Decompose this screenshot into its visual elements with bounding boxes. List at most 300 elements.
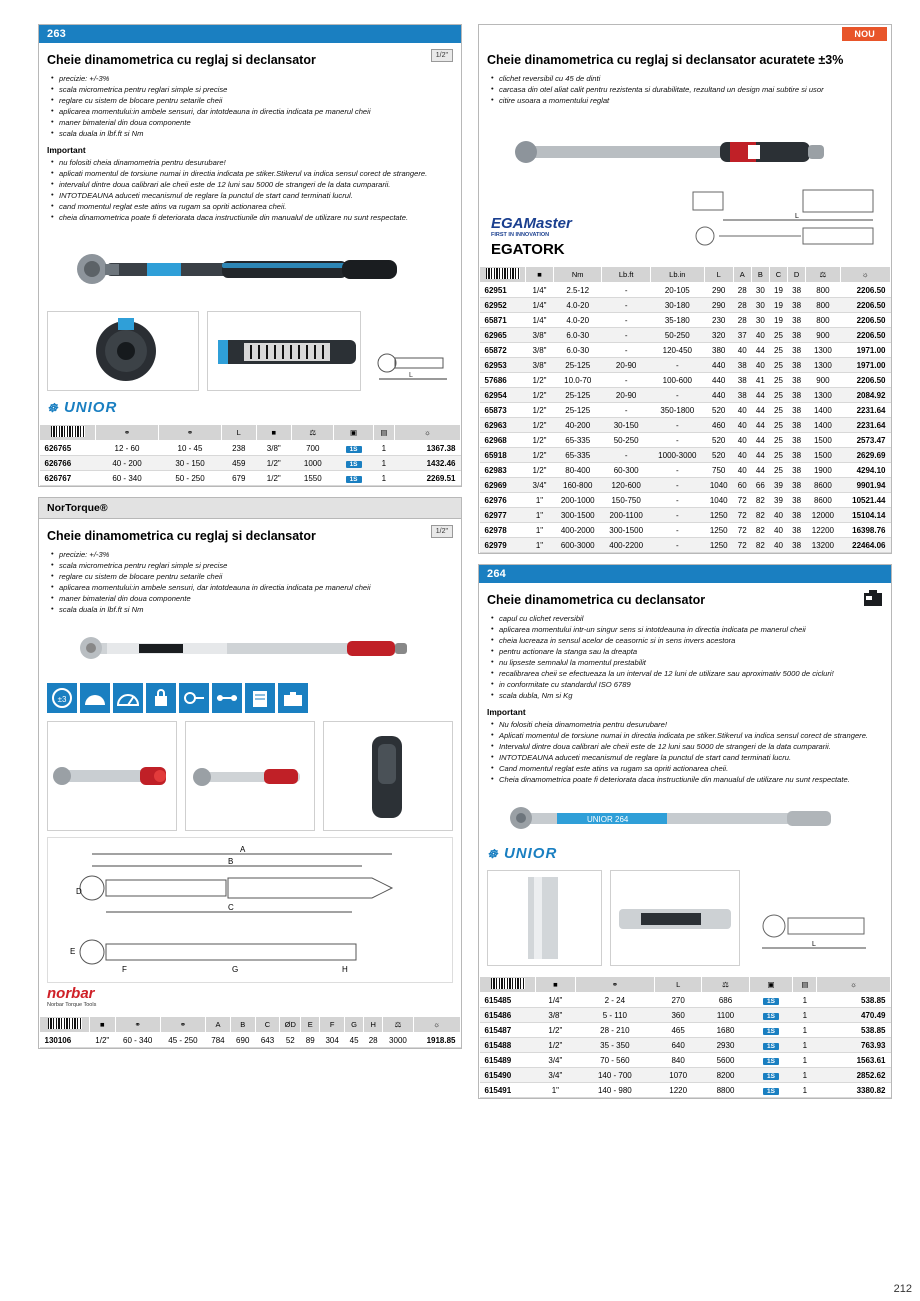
cell-weight: 8200 [702, 1068, 749, 1083]
cell-length: 360 [654, 1008, 701, 1023]
list-item: • Aplicati momentul de torsiune numai in directia indicata pe stiker.Stikerul va indica sensul corect de strangere. [491, 730, 883, 741]
ratchet-icon [212, 683, 242, 713]
table-row [40, 456, 461, 471]
cell-weight: 800 [806, 313, 840, 328]
cell-code: 62963 [480, 418, 526, 433]
cell-lbft: - [602, 283, 650, 298]
table-header-row [480, 267, 891, 283]
cell-price: 9901.94 [840, 478, 890, 493]
cell-price: 2231.64 [840, 418, 890, 433]
page-title: Cheie dinamometrica cu declansator [487, 593, 706, 607]
cell-weight: 8800 [702, 1083, 749, 1098]
list-item: • aplicarea momentului:in ambele sensuri, dar intotdeauna in directia indicata pe manerul cheii [51, 106, 453, 117]
cell-weight: 1500 [806, 448, 840, 463]
cell-weight: 13200 [806, 538, 840, 553]
cell-nm: 400-2000 [554, 523, 602, 538]
cell-b: 82 [751, 493, 769, 508]
product-photo-main [47, 625, 453, 675]
cell-square: 1" [526, 538, 554, 553]
cell-weight: 1500 [806, 433, 840, 448]
cell-code: 62952 [480, 298, 526, 313]
brand-logo-unior: ☸ UNIOR [487, 845, 558, 862]
cell-square: 3/4" [536, 1053, 576, 1068]
list-item: • cheia dinamometrica poate fi deteriorata daca instructiunile din manualul de utilizare nu sunt respectate. [51, 212, 453, 223]
cell-f: 304 [320, 1033, 345, 1048]
table-row [480, 328, 891, 343]
product-photo-1 [47, 721, 177, 831]
cell-price: 1971.00 [840, 358, 890, 373]
table-row [480, 1083, 891, 1098]
cell-length: 520 [704, 433, 733, 448]
list-item: • recalibrarea cheii se efectueaza la un interval de 12 luni de utilizare sau aproximativ 5000 de cicluri! [491, 668, 883, 679]
th-c: C [255, 1017, 280, 1033]
gauge-icon [80, 683, 110, 713]
cell-lbin: 1000-3000 [650, 448, 704, 463]
cell-c: 25 [769, 388, 787, 403]
cell-range: 70 - 560 [575, 1053, 654, 1068]
cell-tag: 1S [749, 1083, 793, 1098]
cell-weight: 1400 [806, 418, 840, 433]
cell-price: 2852.62 [817, 1068, 891, 1083]
brand-subtitle: FIRST IN INNOVATION [491, 232, 550, 238]
th-square: ■ [536, 977, 576, 993]
cell-code: 615491 [480, 1083, 536, 1098]
product-photo-handle [487, 870, 602, 966]
cell-lbft: 20-90 [602, 358, 650, 373]
spec-table-egatork [479, 266, 891, 553]
cell-lbft: 20-90 [602, 388, 650, 403]
cell-weight: 1300 [806, 343, 840, 358]
cell-d: 38 [788, 538, 806, 553]
cell-price: 1432.46 [395, 456, 461, 471]
cell-c: 25 [769, 463, 787, 478]
th-g: G [345, 1017, 364, 1033]
cell-code: 615485 [480, 993, 536, 1008]
th-f: F [320, 1017, 345, 1033]
brand-logo-egamaster: EGAMaster [491, 215, 572, 232]
th-lbft: Lb.ft [602, 267, 650, 283]
cell-d: 38 [788, 463, 806, 478]
cell-length: 380 [704, 343, 733, 358]
cell-lbin: 30-180 [650, 298, 704, 313]
list-item: • maner bimaterial din doua componente [51, 593, 453, 604]
product-block-nou [478, 24, 892, 554]
th-d: D [788, 267, 806, 283]
cell-c: 25 [769, 403, 787, 418]
list-item: • Intervalul dintre doua calibrari ale cheii este de 12 luni sau 5000 de strangeri de la data cumpararii. [491, 741, 883, 752]
cell-code: 615489 [480, 1053, 536, 1068]
cell-qty: 1 [793, 1083, 817, 1098]
list-item: • pentru actionare la stanga sau la dreapta [491, 646, 883, 657]
th-barcode [40, 425, 96, 441]
cell-lbin: - [650, 463, 704, 478]
cell-lbin: - [650, 433, 704, 448]
cell-lbin: 35-180 [650, 313, 704, 328]
cell-nm: 160-800 [554, 478, 602, 493]
cell-code: 62968 [480, 433, 526, 448]
cell-square: 1/2" [526, 373, 554, 388]
cell-nm: 6.0-30 [554, 343, 602, 358]
cell-g: 45 [345, 1033, 364, 1048]
list-item: • capul cu clichet reversibil [491, 613, 883, 624]
important-list [491, 719, 883, 785]
th-square: ■ [526, 267, 554, 283]
case-icon [863, 589, 883, 609]
list-item: • scala duala in lbf.ft si Nm [51, 604, 453, 615]
cell-code: 57686 [480, 373, 526, 388]
th-weight: ⚖ [383, 1017, 413, 1033]
cell-tag: 1S [334, 441, 373, 456]
cell-qty: 1 [793, 1008, 817, 1023]
cell-length: 270 [654, 993, 701, 1008]
cell-weight: 5600 [702, 1053, 749, 1068]
cell-nm: 4.0-20 [554, 313, 602, 328]
list-item: • precizie: +/-3% [51, 549, 453, 560]
cell-price: 3380.82 [817, 1083, 891, 1098]
svg-text:A: A [240, 845, 246, 854]
cell-length: 440 [704, 388, 733, 403]
cell-b: 44 [751, 433, 769, 448]
cell-d: 38 [788, 373, 806, 388]
cell-code: 62978 [480, 523, 526, 538]
cell-a: 40 [733, 433, 751, 448]
cell-b: 44 [751, 343, 769, 358]
cell-tag: 1S [749, 1038, 793, 1053]
cell-c: 40 [769, 523, 787, 538]
cell-b: 44 [751, 418, 769, 433]
th-qty: ▤ [373, 425, 395, 441]
table-row [480, 283, 891, 298]
cell-a: 40 [733, 448, 751, 463]
svg-text:B: B [228, 857, 234, 866]
product-block-nortorque [38, 497, 462, 1049]
scale-icon [113, 683, 143, 713]
cell-b: 30 [751, 283, 769, 298]
cell-c: 25 [769, 448, 787, 463]
cell-weight: 686 [702, 993, 749, 1008]
cell-length: 230 [704, 313, 733, 328]
cell-square: 1" [526, 508, 554, 523]
cell-price: 2573.47 [840, 433, 890, 448]
cell-code: 130106 [40, 1033, 90, 1048]
cell-nm: 65-335 [554, 433, 602, 448]
cell-nm: 200-1000 [554, 493, 602, 508]
cell-square: 1/2" [526, 418, 554, 433]
accuracy-icon [47, 683, 77, 713]
cell-lbin: 20-105 [650, 283, 704, 298]
cell-square: 3/8" [526, 358, 554, 373]
cell-qty: 1 [793, 993, 817, 1008]
bidirectional-icon [179, 683, 209, 713]
th-b: B [230, 1017, 255, 1033]
table-row [480, 358, 891, 373]
list-item: • Nu folositi cheia dinamometria pentru desurubare! [491, 719, 883, 730]
table-row [480, 478, 891, 493]
table-row [480, 1038, 891, 1053]
cell-nm: 65-335 [554, 448, 602, 463]
cell-d: 38 [788, 493, 806, 508]
feature-list [51, 73, 453, 139]
list-item: • cheia lucreaza in sensul acelor de ceasornic si in sens invers acestora [491, 635, 883, 646]
th-nm: ⚭ [115, 1017, 160, 1033]
cell-code: 615490 [480, 1068, 536, 1083]
cell-length: 440 [704, 358, 733, 373]
cell-length: 1250 [704, 523, 733, 538]
cell-length: 679 [222, 471, 257, 486]
cell-d: 38 [788, 508, 806, 523]
list-item: • Cheia dinamometrica poate fi deteriorata daca instructiunile din manualul de utilizare nu sunt respectate. [491, 774, 883, 785]
cell-price: 2206.50 [840, 283, 890, 298]
cell-code: 62954 [480, 388, 526, 403]
list-item: • scala dubla, Nm si Kg [491, 690, 883, 701]
status-badge: NOU [842, 27, 887, 41]
table-row [480, 373, 891, 388]
cell-a: 38 [733, 358, 751, 373]
cell-square: 1/2" [256, 456, 292, 471]
product-photo-scale [610, 870, 740, 966]
brand-subtitle: Norbar Torque Tools [47, 1002, 97, 1008]
list-item: • maner bimaterial din doua componente [51, 117, 453, 128]
photo-row [487, 870, 883, 968]
cell-weight: 800 [806, 298, 840, 313]
th-l: L [704, 267, 733, 283]
cell-square: 3/8" [526, 328, 554, 343]
cell-lbin: 350-1800 [650, 403, 704, 418]
cell-price: 16398.76 [840, 523, 890, 538]
th-weight: ⚖ [806, 267, 840, 283]
cell-d: 38 [788, 343, 806, 358]
block-number-264: 264 [478, 564, 892, 583]
th-price: ☼ [413, 1017, 460, 1033]
svg-text:H: H [342, 965, 348, 974]
list-item: • reglare cu sistem de blocare pentru setarile cheii [51, 571, 453, 582]
cell-code: 62983 [480, 463, 526, 478]
list-item: • reglare cu sistem de blocare pentru setarile cheii [51, 95, 453, 106]
cell-square: 1/2" [536, 1023, 576, 1038]
cell-d: 38 [788, 448, 806, 463]
cell-lbin: - [650, 538, 704, 553]
cell-a: 784 [206, 1033, 231, 1048]
brand-logo-egatork: EGATORK [491, 241, 565, 258]
cell-nm: 12 - 60 [96, 441, 159, 456]
cell-a: 28 [733, 283, 751, 298]
cell-b: 30 [751, 313, 769, 328]
cell-d: 38 [788, 433, 806, 448]
cell-nm: 25-125 [554, 403, 602, 418]
page-title: Cheie dinamometrica cu reglaj si declansator [47, 529, 316, 543]
cell-d: 38 [788, 313, 806, 328]
cell-length: 290 [704, 298, 733, 313]
th-square: ■ [256, 425, 292, 441]
cell-code: 626767 [40, 471, 96, 486]
th-qty: ▤ [793, 977, 817, 993]
cell-price: 1971.00 [840, 343, 890, 358]
table-row [480, 313, 891, 328]
cell-b: 44 [751, 463, 769, 478]
cell-lbft: - [602, 343, 650, 358]
cell-lbft: 45 - 250 [160, 1033, 205, 1048]
table-row [480, 463, 891, 478]
th-price: ☼ [840, 267, 890, 283]
cell-tag: 1S [749, 1053, 793, 1068]
cell-lbin: - [650, 478, 704, 493]
cell-code: 62977 [480, 508, 526, 523]
cell-d: 38 [788, 328, 806, 343]
cell-square: 1/4" [526, 298, 554, 313]
cell-tag: 1S [749, 993, 793, 1008]
cell-price: 763.93 [817, 1038, 891, 1053]
cell-range: 2 - 24 [575, 993, 654, 1008]
cell-weight: 12000 [806, 508, 840, 523]
cell-a: 40 [733, 343, 751, 358]
important-label: Important [487, 707, 526, 717]
th-price: ☼ [817, 977, 891, 993]
cell-lbin: - [650, 358, 704, 373]
cell-nm: 25-125 [554, 358, 602, 373]
cell-nm: 25-125 [554, 388, 602, 403]
cell-square: 1/2" [526, 433, 554, 448]
cell-code: 626766 [40, 456, 96, 471]
th-pack: ▣ [749, 977, 793, 993]
cell-nm: 60 - 340 [96, 471, 159, 486]
cell-weight: 700 [292, 441, 334, 456]
cell-price: 470.49 [817, 1008, 891, 1023]
list-item: • carcasa din otel aliat calit pentru rezistenta si durabilitate, rezultand un design mai subtire si usor [491, 84, 883, 95]
cell-lbft: 150-750 [602, 493, 650, 508]
product-photo-main [487, 795, 883, 843]
cell-square: 1/2" [526, 388, 554, 403]
th-h: H [364, 1017, 383, 1033]
cell-c: 643 [255, 1033, 280, 1048]
th-length: L [222, 425, 257, 441]
cell-length: 1250 [704, 538, 733, 553]
cell-tag: 1S [749, 1068, 793, 1083]
page-title: Cheie dinamometrica cu reglaj si declansator acuratete ±3% [487, 53, 844, 67]
cell-d: 38 [788, 403, 806, 418]
product-photo-main [47, 233, 453, 303]
th-e: E [301, 1017, 320, 1033]
table-header-row [40, 1017, 461, 1033]
important-list [51, 157, 453, 223]
cell-tag: 1S [749, 1023, 793, 1038]
cell-code: 62969 [480, 478, 526, 493]
cell-nm: 60 - 340 [115, 1033, 160, 1048]
list-item: • aplicati momentul de torsiune numai in directia indicata pe stiker.Stikerul va indica sensul corect de strangere. [51, 168, 453, 179]
list-item: • scala micrometrica pentru reglari simple si precise [51, 84, 453, 95]
cell-c: 25 [769, 433, 787, 448]
cell-b: 40 [751, 358, 769, 373]
cell-d: 52 [280, 1033, 301, 1048]
cell-square: 3/8" [526, 343, 554, 358]
table-row [480, 418, 891, 433]
cell-c: 39 [769, 478, 787, 493]
cell-price: 1918.85 [413, 1033, 460, 1048]
th-c: C [769, 267, 787, 283]
cell-lbin: - [650, 523, 704, 538]
svg-text:D: D [76, 887, 82, 896]
cell-d: 38 [788, 388, 806, 403]
cell-a: 40 [733, 418, 751, 433]
th-length: L [654, 977, 701, 993]
cell-square: 1/2" [526, 403, 554, 418]
cell-a: 37 [733, 328, 751, 343]
cell-price: 10521.44 [840, 493, 890, 508]
page-title: Cheie dinamometrica cu reglaj si declansator [47, 53, 316, 67]
cell-b: 44 [751, 388, 769, 403]
cell-b: 66 [751, 478, 769, 493]
cell-length: 440 [704, 373, 733, 388]
th-barcode [480, 977, 536, 993]
cell-tag: 1S [334, 456, 373, 471]
svg-text:C: C [228, 903, 234, 912]
list-item: • nu lipseste semnalul la momentul prestabilit [491, 657, 883, 668]
cell-qty: 1 [373, 456, 395, 471]
photo-row [47, 721, 453, 831]
cell-nm: 300-1500 [554, 508, 602, 523]
cell-weight: 1900 [806, 463, 840, 478]
cell-length: 840 [654, 1053, 701, 1068]
cell-lbin: - [650, 418, 704, 433]
table-row [480, 508, 891, 523]
cell-code: 62979 [480, 538, 526, 553]
nou-bar [478, 24, 892, 43]
table-row [480, 298, 891, 313]
cell-length: 750 [704, 463, 733, 478]
cell-c: 39 [769, 493, 787, 508]
cell-qty: 1 [793, 1053, 817, 1068]
table-row [480, 388, 891, 403]
cell-lbft: 120-600 [602, 478, 650, 493]
cell-range: 140 - 980 [575, 1083, 654, 1098]
cell-length: 465 [654, 1023, 701, 1038]
th-barcode [40, 1017, 90, 1033]
cell-c: 25 [769, 343, 787, 358]
svg-text:UNIOR 264: UNIOR 264 [587, 815, 629, 824]
cell-weight: 900 [806, 373, 840, 388]
cell-weight: 900 [806, 328, 840, 343]
cell-price: 1563.61 [817, 1053, 891, 1068]
brand-logo-norbar: norbar Norbar Torque Tools [47, 985, 453, 1008]
cell-lbft: 300-1500 [602, 523, 650, 538]
cell-weight: 800 [806, 283, 840, 298]
table-row [480, 403, 891, 418]
cell-code: 65871 [480, 313, 526, 328]
list-item: • aplicarea momentului intr-un singur sens si intotdeauna in directia indicata pe manerul cheii [491, 624, 883, 635]
list-item: • nu folositi cheia dinamometria pentru desurubare! [51, 157, 453, 168]
cell-length: 290 [704, 283, 733, 298]
cell-weight: 1550 [292, 471, 334, 486]
cell-price: 4294.10 [840, 463, 890, 478]
cell-e: 89 [301, 1033, 320, 1048]
cell-b: 44 [751, 448, 769, 463]
dimension-diagram [47, 837, 453, 983]
cell-lbin: 50-250 [650, 328, 704, 343]
dimension-diagram [748, 870, 878, 968]
photo-row [47, 311, 453, 393]
table-row [480, 1023, 891, 1038]
brand-logo-unior: ☸ UNIOR [47, 399, 118, 416]
th-barcode [480, 267, 526, 283]
cell-square: 1/4" [526, 283, 554, 298]
cell-qty: 1 [373, 441, 395, 456]
cell-qty: 1 [373, 471, 395, 486]
cell-h: 28 [364, 1033, 383, 1048]
th-nm: ⚭ [96, 425, 159, 441]
cell-square: 1/2" [256, 471, 292, 486]
table-row [480, 433, 891, 448]
table-row [480, 523, 891, 538]
table-row [40, 1033, 461, 1048]
